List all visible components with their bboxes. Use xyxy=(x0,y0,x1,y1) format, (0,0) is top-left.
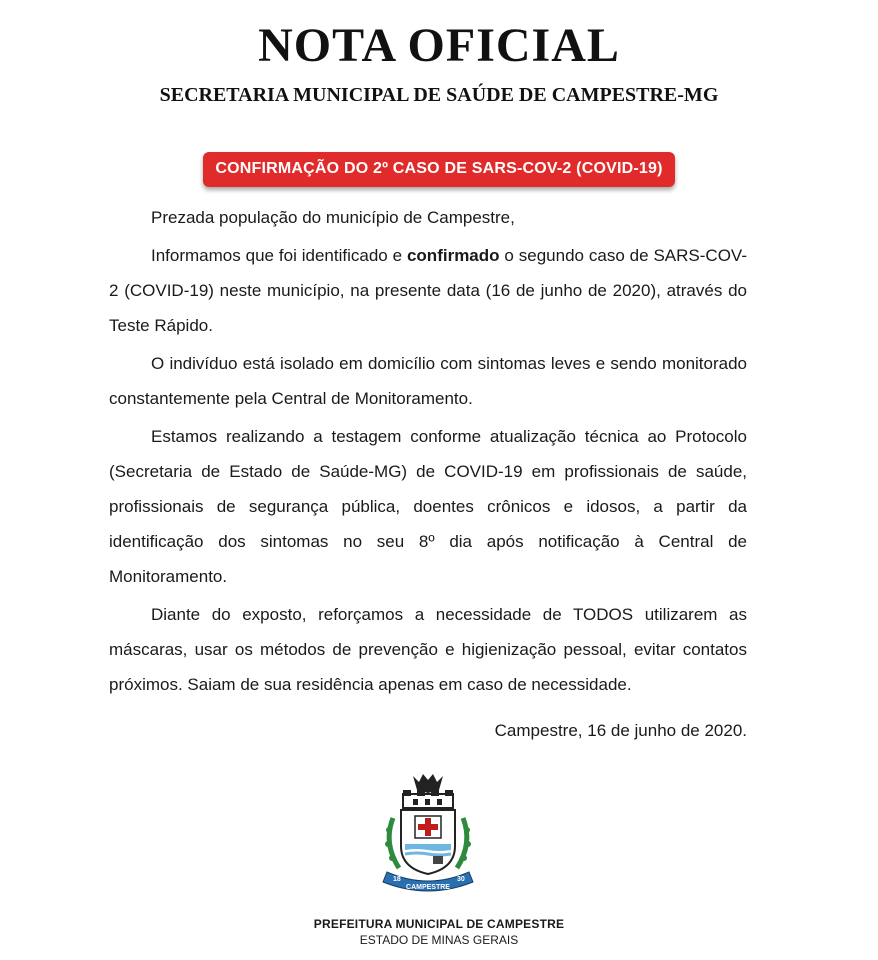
ribbon-right-number: 30 xyxy=(457,876,465,883)
footer-organization: PREFEITURA MUNICIPAL DE CAMPESTRE xyxy=(313,917,565,931)
ribbon-town-name: CAMPESTRE xyxy=(406,884,450,891)
confirmation-text-end: o segundo caso de SARS-COV-2 (COVID-19) neste município, na presente data (16 de junho de 2020), através do Teste Rápido. xyxy=(109,246,747,335)
prevention-paragraph: Diante do exposto, reforçamos a necessidade de TODOS utilizarem as máscaras, usar os métodos de prevenção e higienização pessoal, evitar contatos próximos. Saiam de sua residência apenas em caso de necessidade. xyxy=(109,605,747,694)
case-confirmation-banner: CONFIRMAÇÃO DO 2º CASO DE SARS-COV-2 (COVID-19) xyxy=(203,152,674,187)
ribbon-left-number: 18 xyxy=(393,876,401,883)
banner-container xyxy=(0,152,878,187)
isolation-paragraph: O indivíduo está isolado em domicílio com sintomas leves e sendo monitorado constantemente pela Central de Monitoramento. xyxy=(109,354,747,408)
confirmed-keyword: confirmado xyxy=(406,246,500,265)
date-line: Campestre, 16 de junho de 2020. xyxy=(494,721,747,740)
footer xyxy=(0,917,878,947)
confirmation-text-start: Informamos que foi identificado e xyxy=(151,246,407,265)
greeting-paragraph: Prezada população do município de Campestre, xyxy=(151,208,515,227)
confirmation-paragraph xyxy=(109,238,747,343)
testing-paragraph: Estamos realizando a testagem conforme atualização técnica ao Protocolo (Secretaria de Estado de Saúde-MG) de COVID-19 em profissionais de saúde, profissionais de segurança pública, doentes crônicos e idosos, a partir da identificação dos sintomas no seu 8º dia após notificação à Central de Monitoramento. xyxy=(109,427,747,586)
page-subtitle: SECRETARIA MUNICIPAL DE SAÚDE DE CAMPESTRE-MG xyxy=(159,84,719,106)
footer-state: ESTADO DE MINAS GERAIS xyxy=(359,933,519,947)
coat-of-arms-icon xyxy=(373,768,483,893)
page-title: NOTA OFICIAL xyxy=(258,19,620,72)
note-body xyxy=(109,200,747,751)
